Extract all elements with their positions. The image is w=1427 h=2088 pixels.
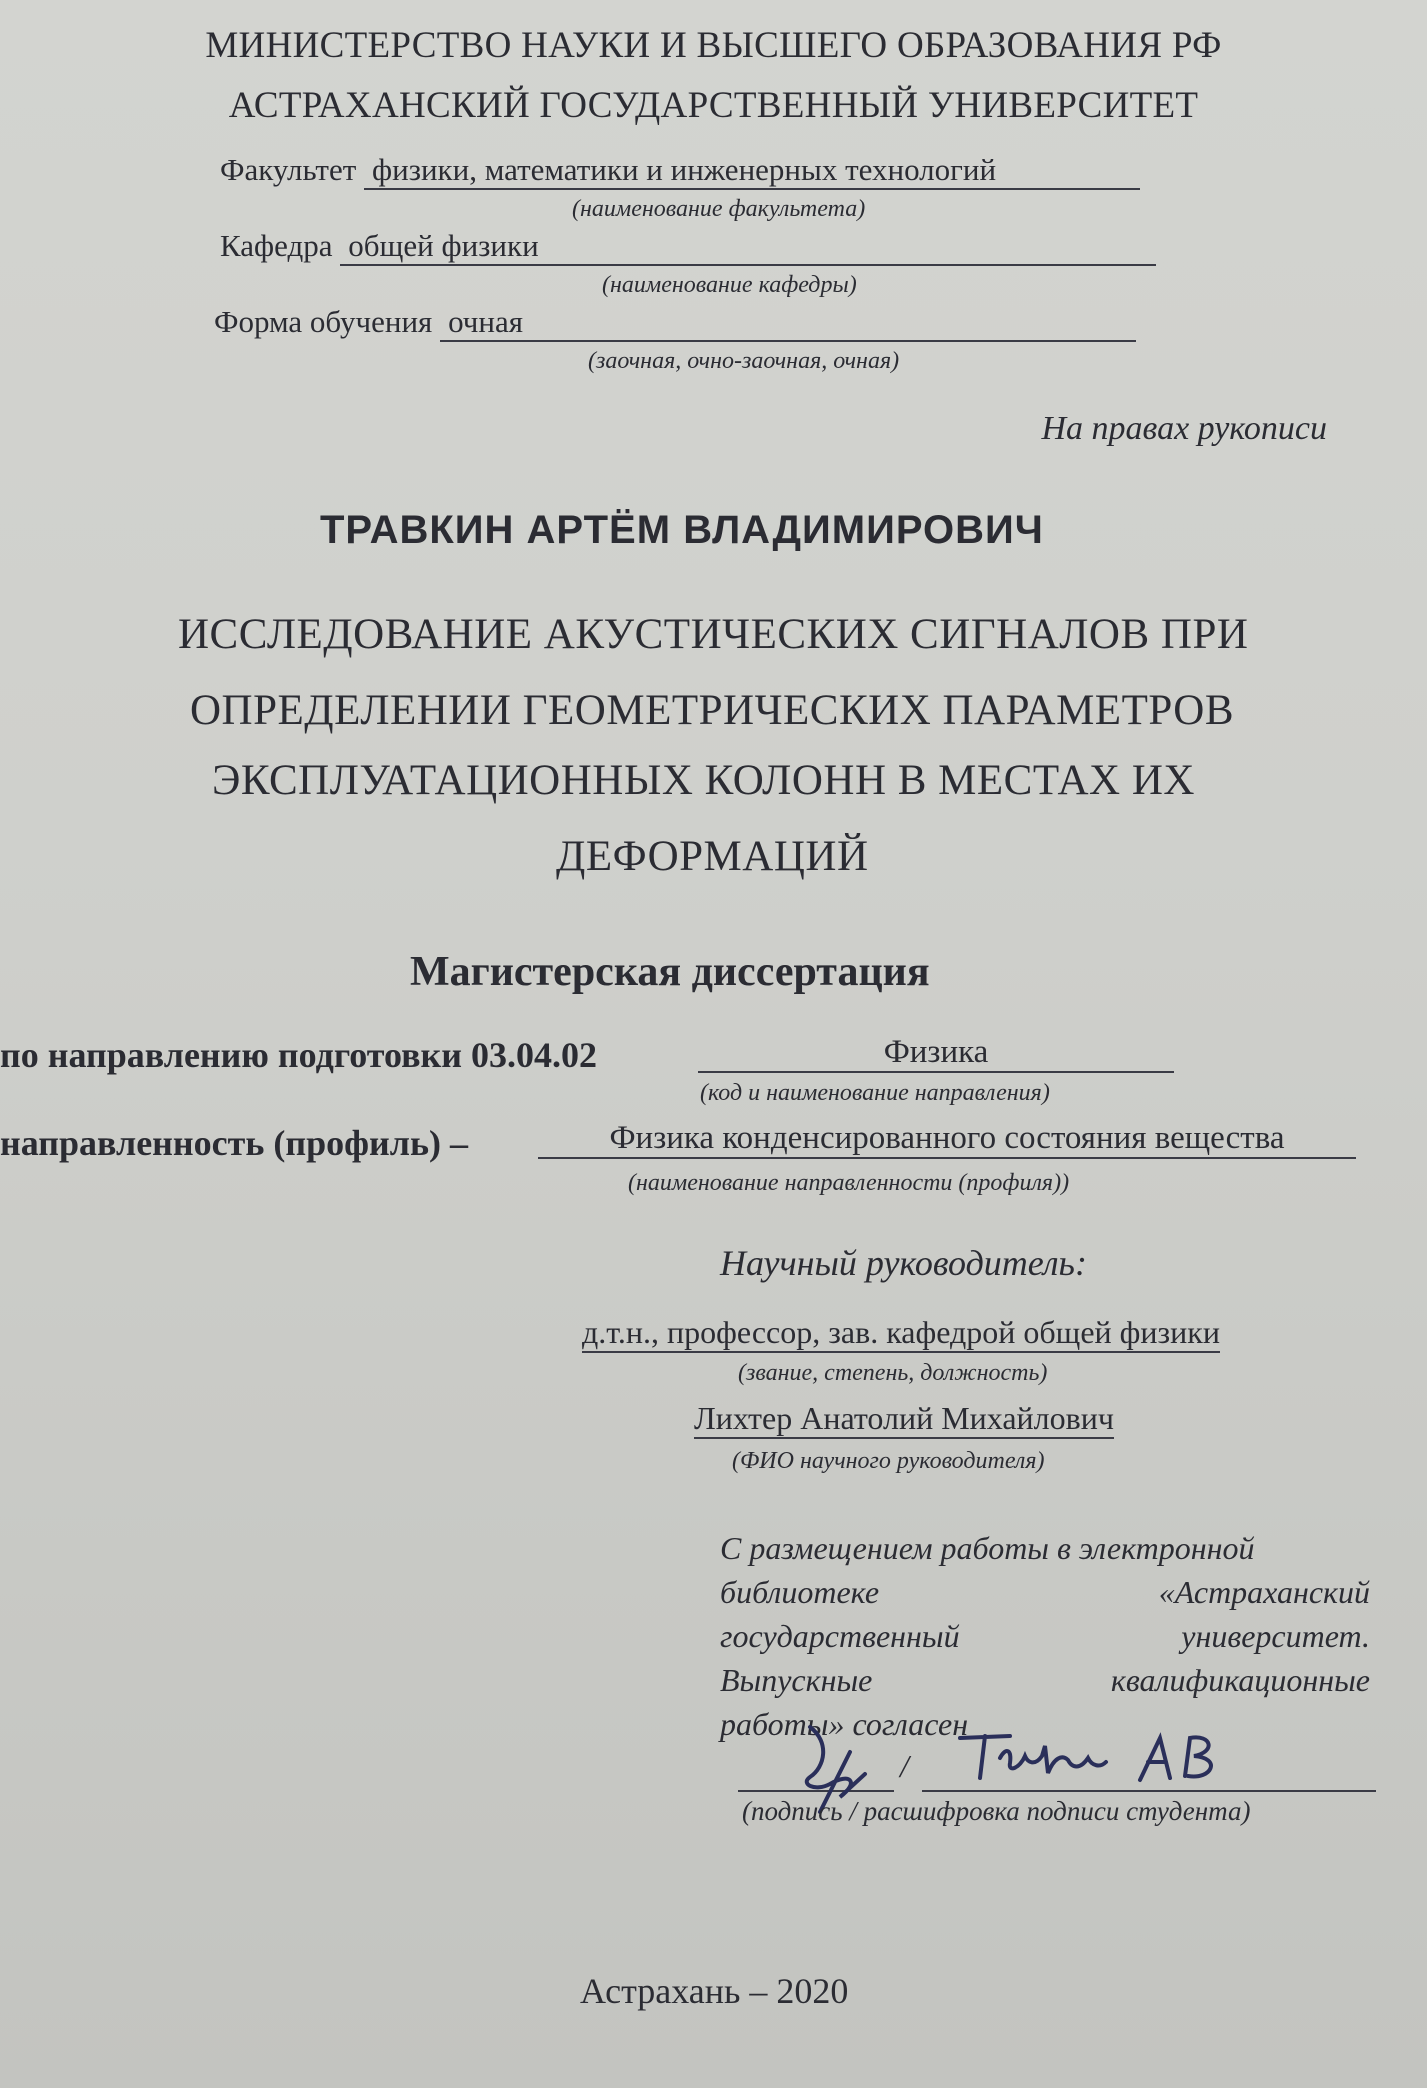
study-form-row [214,304,1136,342]
consent-line-4-right: квалификационные [1110,1662,1370,1698]
consent-line-3 [720,1614,1370,1658]
study-form-value: очная [440,304,1136,342]
author-name: ТРАВКИН АРТЁМ ВЛАДИМИРОВИЧ [320,508,1044,552]
supervisor-name-caption: (ФИО научного руководителя) [732,1448,1045,1474]
department-label: Кафедра [220,228,333,263]
consent-line-2-right: «Астраханский [1158,1574,1370,1610]
consent-line-1: С размещением работы в электронной [720,1530,1255,1566]
consent-line-5: работы» согласен [720,1706,969,1742]
faculty-label: Факультет [220,152,357,187]
thesis-title-line-3: ЭКСПЛУАТАЦИОННЫХ КОЛОНН В МЕСТАХ ИХ [212,757,1195,804]
signature-caption: (подпись / расшифровка подписи студента) [742,1796,1251,1826]
faculty-caption: (наименование факультета) [572,196,866,222]
consent-line-2 [720,1570,1370,1614]
faculty-row [220,152,1140,190]
study-form-caption: (заочная, очно-заочная, очная) [588,348,900,374]
direction-label: по направлению подготовки 03.04.02 [0,1035,598,1075]
supervisor-title-caption: (звание, степень, должность) [738,1360,1048,1386]
supervisor-heading: Научный руководитель: [720,1243,1087,1283]
handwritten-signature-name [950,1718,1230,1798]
footer-city-year: Астрахань – 2020 [580,1971,849,2011]
direction-caption: (код и наименование направления) [700,1080,1050,1106]
thesis-title-line-1: ИССЛЕДОВАНИЕ АКУСТИЧЕСКИХ СИГНАЛОВ ПРИ [178,611,1249,658]
profile-caption: (наименование направленности (профиля)) [628,1170,1070,1196]
department-row [220,228,1156,266]
direction-value: Физика [698,1034,1174,1073]
supervisor-title: д.т.н., профессор, зав. кафедрой общей физики [582,1314,1220,1353]
consent-line-4-left: Выпускные [720,1662,873,1698]
profile-label: направленность (профиль) – [0,1123,468,1163]
thesis-title-line-2: ОПРЕДЕЛЕНИИ ГЕОМЕТРИЧЕСКИХ ПАРАМЕТРОВ [190,687,1235,734]
department-value: общей физики [340,228,1156,266]
signature-separator: / [900,1748,909,1784]
faculty-value: физики, математики и инженерных технологий [364,152,1140,190]
ministry-heading: МИНИСТЕРСТВО НАУКИ И ВЫСШЕГО ОБРАЗОВАНИЯ РФ [205,25,1222,66]
university-heading: АСТРАХАНСКИЙ ГОСУДАРСТВЕННЫЙ УНИВЕРСИТЕТ [228,85,1199,126]
supervisor-name: Лихтер Анатолий Михайлович [694,1400,1114,1439]
thesis-title-line-4: ДЕФОРМАЦИЙ [556,833,869,880]
work-type: Магистерская диссертация [410,949,930,995]
consent-line-2-left: библиотеке [720,1574,880,1610]
consent-line-3-right: университет. [1181,1618,1370,1654]
consent-line-3-left: государственный [720,1618,960,1654]
consent-line-4 [720,1658,1370,1702]
study-form-label: Форма обучения [214,304,433,339]
manuscript-note: На правах рукописи [1041,410,1327,447]
department-caption: (наименование кафедры) [602,272,857,298]
profile-value: Физика конденсированного состояния вещества [538,1120,1356,1159]
